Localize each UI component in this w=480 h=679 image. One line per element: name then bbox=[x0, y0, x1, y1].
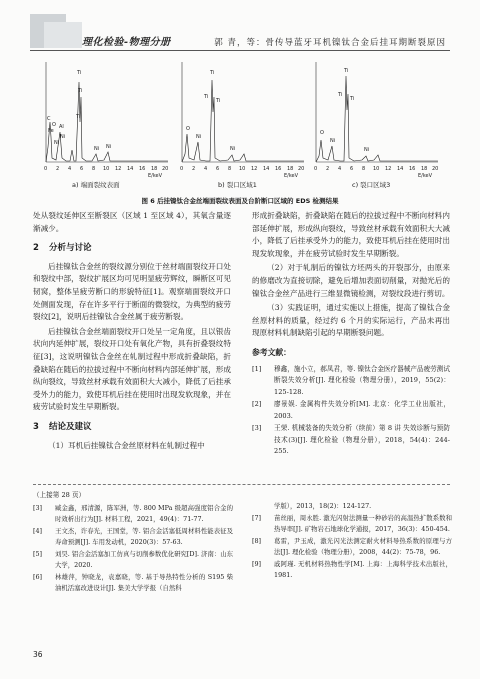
eds-spectra bbox=[32, 58, 448, 180]
right-column bbox=[252, 210, 450, 459]
peak-label: Ti bbox=[77, 70, 82, 76]
svg-text:8: 8 bbox=[362, 166, 366, 172]
svg-text:0: 0 bbox=[314, 166, 318, 172]
svg-text:4: 4 bbox=[68, 166, 72, 172]
svg-text:4: 4 bbox=[338, 166, 342, 172]
eds-panel-b bbox=[180, 62, 304, 179]
x-tick-labels bbox=[44, 166, 168, 172]
eds-panel-c bbox=[314, 62, 438, 179]
continued-note: （上接第 28 页） bbox=[33, 491, 86, 499]
svg-text:20: 20 bbox=[432, 166, 439, 172]
svg-text:4: 4 bbox=[204, 166, 208, 172]
peak-label: C bbox=[47, 116, 51, 122]
svg-text:20: 20 bbox=[298, 166, 305, 172]
x-axis-unit: E/keV bbox=[418, 173, 433, 179]
peak-label: Ti bbox=[338, 92, 343, 98]
continued-refs-left bbox=[33, 490, 233, 595]
reference-item: [9] 戚阿瑾. 无机材料热物性学[M]. 上海：上海科学技术出版社，1981. bbox=[252, 560, 452, 579]
peak-label: Ni bbox=[94, 146, 100, 152]
svg-text:2: 2 bbox=[192, 166, 196, 172]
svg-text:18: 18 bbox=[151, 166, 158, 172]
svg-text:6: 6 bbox=[216, 166, 220, 172]
peak-label: Ti bbox=[216, 98, 221, 104]
section-number: 2 bbox=[33, 243, 39, 254]
svg-text:14: 14 bbox=[397, 166, 404, 172]
svg-text:18: 18 bbox=[287, 166, 294, 172]
peak-label: Ti bbox=[350, 96, 355, 102]
reference-item: [3] 臧金鑫，邢清源，陈军洲，等. 800 MPa 级超高强度铝合金的时效析出行为[J]. 材料工程，2021，49(4)：71-77. bbox=[33, 504, 233, 523]
header-rule bbox=[30, 50, 450, 51]
peak-label: Ni bbox=[106, 144, 112, 150]
references-title: 参考文献： bbox=[252, 347, 291, 357]
running-title: 郭 青，等：骨传导蓝牙耳机镍钛合金后挂耳期断裂原因 bbox=[214, 38, 446, 48]
peak-label: Ti bbox=[76, 114, 81, 120]
peak-label: Ni bbox=[196, 134, 202, 140]
svg-text:8: 8 bbox=[92, 166, 96, 172]
panel-b-caption: b) 裂口区域1 bbox=[218, 181, 257, 189]
x-axis-unit: E/keV bbox=[284, 173, 299, 179]
svg-text:12: 12 bbox=[115, 166, 122, 172]
x-tick-labels bbox=[314, 166, 438, 172]
paragraph: （2）对于轧制后的镍钛方坯两头的开裂部分，由原来的修磨改为直接切除，避免后增加表面切削量，对抛光后的镍钛合金丝产品进行三维显微镜检测，对裂纹段进行剪切。 bbox=[252, 263, 450, 298]
paragraph: （3）实践证明，通过实施以上措施，提高了镍钛合金丝原材料的质量，经过约 6 个月的实际运行，产品未再出现原材料轧制缺陷引起的早期断裂问题。 bbox=[252, 303, 450, 338]
peak-label: Ni bbox=[330, 138, 336, 144]
svg-text:2: 2 bbox=[56, 166, 60, 172]
peak-label: Al bbox=[59, 124, 64, 130]
reference-item: [2] 廖景娱. 金属构件失效分析[M]. 北京：化学工业出版社，2003. bbox=[252, 400, 450, 420]
peak-label: O bbox=[52, 122, 56, 128]
paragraph: 后挂镍钛合金丝端面裂纹开口处呈一定角度，且以银齿状向内延伸扩展，裂纹开口处有氧化产物，具有折叠裂纹特征[3]，这说明镍钛合金丝在轧制过程中形成折叠缺陷，折叠缺陷在随后的拉拔过程中不断向材料内部延伸扩展，形成纵向裂纹，导致丝材承载有效面积大大减小，降低了后挂承受外力的能力，致使耳机后挂在使用时出现发软现象，并在疲劳试验时发生早期断裂。 bbox=[33, 326, 231, 412]
svg-text:2: 2 bbox=[326, 166, 330, 172]
peak-label: Ti bbox=[344, 68, 349, 74]
paragraph: 处从裂纹延伸区至断裂区（区域 1 至区域 4），其氧含量逐渐减少。 bbox=[33, 211, 231, 233]
journal-logo-mark-inner bbox=[44, 22, 82, 48]
peak-label: Ti bbox=[204, 94, 209, 100]
svg-text:18: 18 bbox=[421, 166, 428, 172]
svg-text:16: 16 bbox=[275, 166, 282, 172]
section-divider bbox=[33, 484, 450, 485]
svg-text:14: 14 bbox=[263, 166, 270, 172]
reference-item: [6] 林雄萍，钟晓龙，袁嘉晓，等. 基于导热特性分析的 S195 柴油机活塞改进设计[J]. 集美大学学报（自然科 bbox=[33, 573, 233, 592]
panel-c-caption: c) 裂口区域3 bbox=[352, 181, 391, 189]
reference-item: 学版），2013，18(2)：124-127. bbox=[274, 502, 372, 510]
figure-6 bbox=[32, 58, 448, 205]
eds-panel-a bbox=[44, 62, 168, 179]
peak-label: Ni bbox=[230, 146, 236, 152]
svg-text:20: 20 bbox=[162, 166, 169, 172]
left-column bbox=[33, 210, 231, 454]
svg-text:12: 12 bbox=[251, 166, 258, 172]
panel-a-caption: a) 端面裂纹表面 bbox=[72, 181, 120, 189]
section-title: 结论及建议 bbox=[49, 421, 92, 432]
reference-item: [8] 葛雷，尹玉成，激光闪光法测定耐火材料导热系数的原理与方法[J]. 理化检验（物理分册），2008，44(2)：75-78，96. bbox=[252, 537, 452, 556]
figure-caption: 图 6 后挂镍钛合金丝端面裂纹表面及台阶断口区域的 EDS 检测结果 bbox=[141, 197, 339, 205]
reference-item: [4] 王文杰，许春光，王国堂，等. 铝合金活塞低周材料性能表征及寿命预测[J]. 车用发动机，2020(3)：57-63. bbox=[33, 527, 233, 546]
peak-label: Fe bbox=[48, 128, 54, 134]
svg-text:12: 12 bbox=[385, 166, 392, 172]
svg-text:0: 0 bbox=[44, 166, 48, 172]
page-header bbox=[0, 0, 480, 54]
reference-item: [5] 刘昊. 铝合金活塞加工仿真与切削参数优化研究[D]. 济南：山东大学，2020. bbox=[33, 550, 234, 569]
journal-logo-text: 理化检验-物理分册 bbox=[82, 37, 171, 48]
section-number: 3 bbox=[33, 421, 39, 432]
svg-text:16: 16 bbox=[139, 166, 146, 172]
x-tick-labels bbox=[180, 166, 304, 172]
peak-label: Ti bbox=[210, 70, 215, 76]
paragraph: 形成折叠缺陷，折叠缺陷在随后的拉拔过程中不断向材料内部延伸扩展，形成纵向裂纹，导致丝材承载有效面积大大减小，降低了后挂承受外力的能力，致使耳机后挂在使用时出现发软现象，并在疲劳试验时发生早期断裂。 bbox=[252, 211, 450, 258]
svg-text:16: 16 bbox=[409, 166, 416, 172]
x-axis-unit: E/keV bbox=[148, 173, 163, 179]
page-number: 36 bbox=[33, 650, 43, 659]
svg-text:14: 14 bbox=[127, 166, 134, 172]
svg-text:0: 0 bbox=[180, 166, 184, 172]
paragraph: 后挂镍钛合金丝的裂纹源分别位于丝材端面裂纹开口处和裂纹中部，裂纹扩展区均可见明显疲劳辉纹，瞬断区可见韧窝，整体呈疲劳断口的形貌特征[1]。观察端面裂纹开口处侧面发现，存在许多平行于断面的微裂纹，为典型的疲劳裂纹[2]，说明后挂镍钛合金丝属于疲劳断裂。 bbox=[33, 261, 231, 322]
svg-text:10: 10 bbox=[103, 166, 110, 172]
peak-label: Ni bbox=[60, 134, 66, 140]
section-heading-2 bbox=[33, 242, 231, 255]
peak-label: Ni bbox=[54, 140, 60, 146]
reference-item: [7] 苗丝丽，周永胜. 激光闪射法测量一种砂岩的高温热扩散系数和热导率[J]. 矿物岩石地球化学通报，2017，36(3)：450-454. bbox=[252, 514, 452, 533]
reference-item: [3] 王荣. 机械装备的失效分析（续前）第 8 讲 失效诊断与预防技术(3)[J]. 理化检验（物理分册），2018，54(4)：244-255. bbox=[252, 424, 450, 456]
section-title: 分析与讨论 bbox=[49, 243, 92, 254]
reference-item: [1] 穆鑫，施小立，郝凤君，等. 镍钛合金医疗器械产品疲劳测试断裂失效分析[J]. 理化检验（物理分册），2019，55(2)：125-128. bbox=[252, 364, 450, 396]
svg-text:10: 10 bbox=[239, 166, 246, 172]
svg-text:6: 6 bbox=[80, 166, 84, 172]
continued-refs-right bbox=[252, 501, 452, 582]
svg-text:10: 10 bbox=[373, 166, 380, 172]
peak-label: Ni bbox=[364, 147, 370, 153]
peak-label: O bbox=[186, 126, 190, 132]
svg-text:6: 6 bbox=[350, 166, 354, 172]
svg-text:8: 8 bbox=[228, 166, 232, 172]
section-heading-3 bbox=[33, 421, 231, 434]
peak-label: O bbox=[320, 130, 324, 136]
paragraph: （1）耳机后挂镍钛合金丝原材料在轧制过程中 bbox=[48, 440, 205, 450]
peak-label: Ti bbox=[78, 88, 83, 94]
